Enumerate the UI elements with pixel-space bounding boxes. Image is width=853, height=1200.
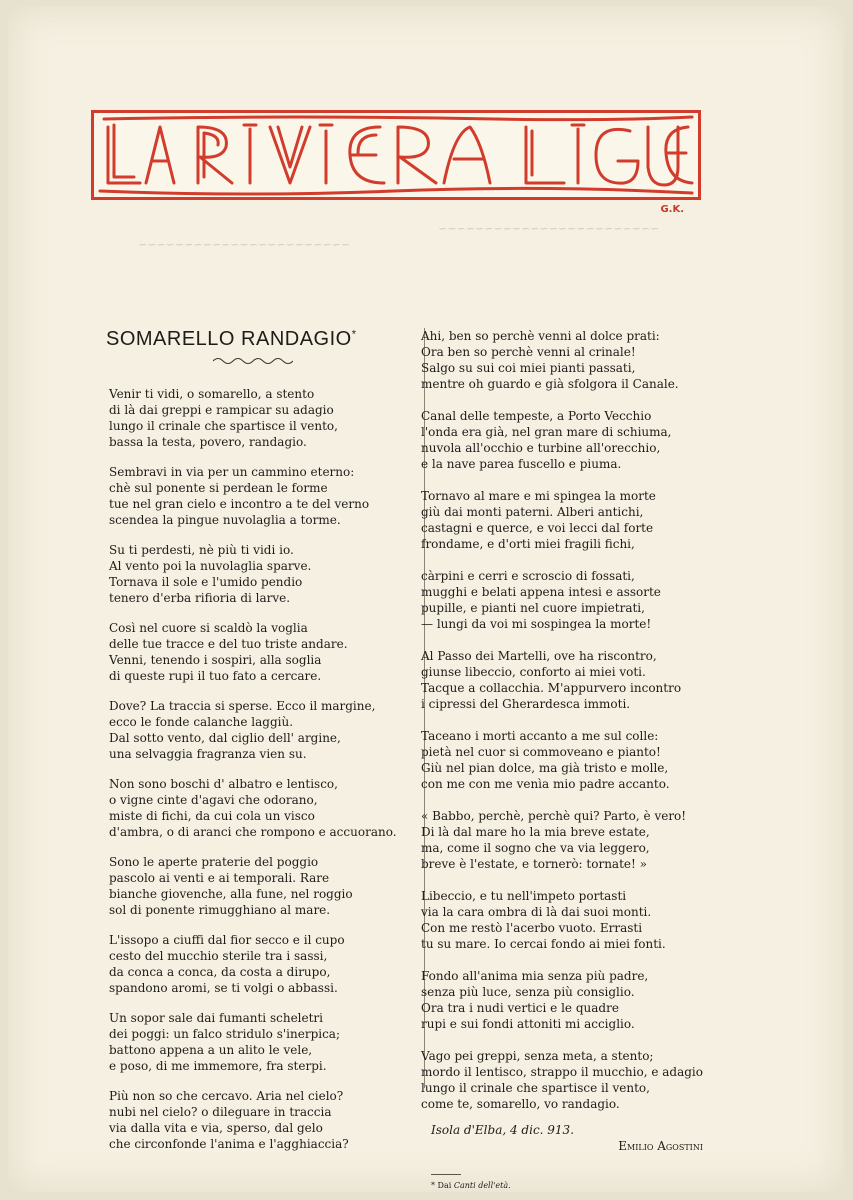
poem-column-right bbox=[421, 328, 703, 1190]
verse-line: senza più luce, senza più consiglio. bbox=[421, 985, 635, 999]
verse-line: di queste rupi il tuo fato a cercare. bbox=[109, 669, 322, 683]
stanza bbox=[109, 1010, 409, 1074]
verse-line: lungo il crinale che spartisce il vento, bbox=[109, 419, 338, 433]
verse-line: Venni, tenendo i sospiri, alla soglia bbox=[109, 653, 322, 667]
verse-line: Venir ti vidi, o somarello, a stento bbox=[109, 387, 315, 401]
verse-line: Vago pei greppi, senza meta, a stento; bbox=[421, 1049, 654, 1063]
stanza bbox=[421, 968, 703, 1032]
verse-line: cesto del mucchio sterile tra i sassi, bbox=[109, 949, 328, 963]
bleed-through-decoration: ~~~~~~~~~~~~~~~~~~~~~~~ bbox=[138, 238, 350, 251]
verse-line: rupi e sui fondi attoniti mi acciglio. bbox=[421, 1017, 635, 1031]
verse-line: Non sono boschi d' albatro e lentisco, bbox=[109, 777, 338, 791]
verse-line: e la nave parea fuscello e piuma. bbox=[421, 457, 622, 471]
verse-line: mordo il lentisco, strappo il mucchio, e adagio bbox=[421, 1065, 703, 1079]
stanza bbox=[421, 808, 703, 872]
verse-line: Canal delle tempeste, a Porto Vecchio bbox=[421, 409, 652, 423]
verse-line: Fondo all'anima mia senza più padre, bbox=[421, 969, 649, 983]
verse-line: Di là dal mare ho la mia breve estate, bbox=[421, 825, 650, 839]
verse-line: Al Passo dei Martelli, ove ha riscontro, bbox=[421, 649, 657, 663]
verse-line: pietà nel cuor si commoveano e pianto! bbox=[421, 745, 661, 759]
poem-signature bbox=[421, 1122, 703, 1154]
poem-column-left bbox=[109, 386, 409, 1166]
verse-line: nubi nel cielo? o dileguare in traccia bbox=[109, 1105, 332, 1119]
footnote-marker: * Dai bbox=[431, 1181, 452, 1190]
verse-line: tu su mare. Io cercai fondo ai miei fonti. bbox=[421, 937, 666, 951]
verse-line: Ahi, ben so perchè venni al dolce prati: bbox=[421, 329, 660, 343]
verse-line: mugghi e belati appena intesi e assorte bbox=[421, 585, 661, 599]
footnote-title: Canti dell'età. bbox=[453, 1181, 511, 1190]
verse-line: bassa la testa, povero, randagio. bbox=[109, 435, 307, 449]
stanza bbox=[109, 386, 409, 450]
place-date: Isola d'Elba, 4 dic. 913. bbox=[431, 1123, 575, 1137]
poem-title-text: SOMARELLO RANDAGIO bbox=[106, 328, 352, 350]
stanza bbox=[109, 854, 409, 918]
stanza bbox=[421, 328, 703, 392]
verse-line: Con me restò l'acerbo vuoto. Errasti bbox=[421, 921, 643, 935]
verse-line: Ora ben so perchè venni al crinale! bbox=[421, 345, 636, 359]
verse-line: Tacque a collacchia. M'appurvero incontro bbox=[421, 681, 682, 695]
masthead-banner bbox=[91, 110, 701, 215]
verse-line: ma, come il sogno che va via leggero, bbox=[421, 841, 650, 855]
verse-line: Sono le aperte praterie del poggio bbox=[109, 855, 319, 869]
verse-line: ecco le fonde calanche laggiù. bbox=[109, 715, 294, 729]
verse-line: chè sul ponente si perdean le forme bbox=[109, 481, 328, 495]
footnote-rule bbox=[431, 1174, 461, 1175]
verse-line: l'onda era già, nel gran mare di schiuma, bbox=[421, 425, 672, 439]
verse-line: di là dai greppi e rampicar su adagio bbox=[109, 403, 334, 417]
stanza bbox=[421, 1048, 703, 1112]
verse-line: Tornava il sole e l'umido pendio bbox=[109, 575, 303, 589]
stanza bbox=[421, 408, 703, 472]
footnote bbox=[421, 1181, 703, 1190]
stanza bbox=[421, 728, 703, 792]
verse-line: con me con me venìa mio padre accanto. bbox=[421, 777, 670, 791]
verse-line: pascolo ai venti e ai temporali. Rare bbox=[109, 871, 330, 885]
stanza bbox=[109, 698, 409, 762]
verse-line: che circonfonde l'anima e l'agghiaccia? bbox=[109, 1137, 349, 1151]
verse-line: giù dai monti paterni. Alberi antichi, bbox=[421, 505, 644, 519]
stanza bbox=[421, 888, 703, 952]
verse-line: Più non so che cercavo. Aria nel cielo? bbox=[109, 1089, 344, 1103]
masthead-signature: G.K. bbox=[660, 204, 684, 215]
verse-line: d'ambra, o di aranci che rompono e accuorano. bbox=[109, 825, 397, 839]
verse-line: o vigne cinte d'agavi che odorano, bbox=[109, 793, 318, 807]
stanza bbox=[109, 776, 409, 840]
verse-line: da conca a conca, da costa a dirupo, bbox=[109, 965, 331, 979]
verse-line: càrpini e cerri e scroscio di fossati, bbox=[421, 569, 635, 583]
verse-line: Giù nel pian dolce, ma già tristo e molle, bbox=[421, 761, 669, 775]
verse-line: — lungi da voi mi sospingea la morte! bbox=[421, 617, 652, 631]
verse-line: L'issopo a ciuffi dal fior secco e il cupo bbox=[109, 933, 345, 947]
verse-line: sol di ponente rimugghiano al mare. bbox=[109, 903, 331, 917]
verse-line: spandono aromi, se ti volgi o abbassi. bbox=[109, 981, 338, 995]
verse-line: una selvaggia fragranza vien su. bbox=[109, 747, 307, 761]
verse-line: via dalla vita e via, sperso, dal gelo bbox=[109, 1121, 323, 1135]
title-footnote-marker: * bbox=[351, 328, 357, 341]
stanza bbox=[109, 464, 409, 528]
verse-line: scendea la pingue nuvolaglia a torme. bbox=[109, 513, 341, 527]
masthead-logo bbox=[94, 113, 698, 197]
verse-line: via la cara ombra di là dai suoi monti. bbox=[421, 905, 652, 919]
verse-line: Dove? La traccia si sperse. Ecco il margine, bbox=[109, 699, 376, 713]
stanza bbox=[109, 932, 409, 996]
verse-line: castagni e querce, e voi lecci dal forte bbox=[421, 521, 654, 535]
verse-line: Su ti perdesti, nè più ti vidi io. bbox=[109, 543, 294, 557]
verse-line: giunse libeccio, conforto ai miei voti. bbox=[421, 665, 646, 679]
verse-line: « Babbo, perchè, perchè qui? Parto, è vero! bbox=[421, 809, 687, 823]
verse-line: tue nel gran cielo e incontro a te del verno bbox=[109, 497, 370, 511]
verse-line: lungo il crinale che spartisce il vento, bbox=[421, 1081, 650, 1095]
stanza bbox=[109, 620, 409, 684]
stanza bbox=[421, 648, 703, 712]
verse-line: breve è l'estate, e tornerò: tornate! » bbox=[421, 857, 647, 871]
verse-line: Dal sotto vento, dal ciglio dell' argine, bbox=[109, 731, 341, 745]
verse-line: Libeccio, e tu nell'impeto portasti bbox=[421, 889, 627, 903]
verse-line: battono appena a un alito le vele, bbox=[109, 1043, 313, 1057]
verse-line: miste di fichi, da cui cola un visco bbox=[109, 809, 315, 823]
verse-line: Ora tra i nudi vertici e le quadre bbox=[421, 1001, 619, 1015]
verse-line: frondame, e d'orti miei fragili fichi, bbox=[421, 537, 635, 551]
verse-line: Al vento poi la nuvolaglia sparve. bbox=[109, 559, 312, 573]
verse-line: Salgo su sui coi miei pianti passati, bbox=[421, 361, 636, 375]
stanza bbox=[109, 1088, 409, 1152]
verse-line: mentre oh guardo e già sfolgora il Canale. bbox=[421, 377, 679, 391]
verse-line: delle tue tracce e del tuo triste andare. bbox=[109, 637, 348, 651]
verse-line: pupille, e pianti nel cuore impietrati, bbox=[421, 601, 645, 615]
right-stanzas bbox=[421, 328, 703, 1112]
poem-title bbox=[106, 328, 357, 351]
bleed-through-decoration: ~~~~~~~~~~~~~~~~~~~~~~~~ bbox=[438, 222, 660, 235]
verse-line: e poso, di me immemore, fra sterpi. bbox=[109, 1059, 327, 1073]
verse-line: bianche giovenche, alla fune, nel roggio bbox=[109, 887, 353, 901]
verse-line: dei poggi: un falco stridulo s'inerpica; bbox=[109, 1027, 341, 1041]
stanza bbox=[421, 568, 703, 632]
verse-line: come te, somarello, vo randagio. bbox=[421, 1097, 620, 1111]
title-ornament bbox=[213, 356, 293, 366]
verse-line: Tornavo al mare e mi spingea la morte bbox=[421, 489, 656, 503]
verse-line: i cipressi del Gherardesca immoti. bbox=[421, 697, 631, 711]
verse-line: Sembravi in via per un cammino eterno: bbox=[109, 465, 355, 479]
document-page bbox=[8, 6, 844, 1192]
verse-line: tenero d'erba rifioria di larve. bbox=[109, 591, 291, 605]
verse-line: Un sopor sale dai fumanti scheletri bbox=[109, 1011, 324, 1025]
stanza bbox=[421, 488, 703, 552]
verse-line: nuvola all'occhio e turbine all'orecchio, bbox=[421, 441, 661, 455]
stanza bbox=[109, 542, 409, 606]
verse-line: Così nel cuore si scaldò la voglia bbox=[109, 621, 308, 635]
author-name: Emilio Agostini bbox=[618, 1139, 703, 1153]
verse-line: Taceano i morti accanto a me sul colle: bbox=[421, 729, 659, 743]
